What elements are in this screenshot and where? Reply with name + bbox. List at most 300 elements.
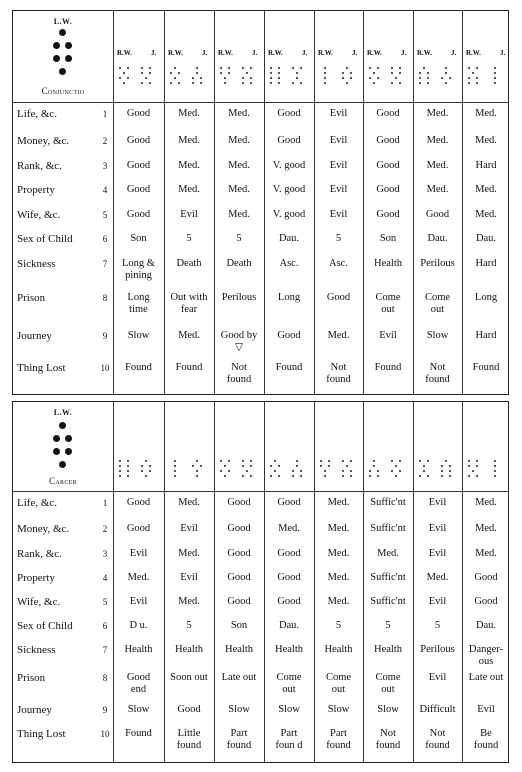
table-cell: Med. — [178, 184, 200, 195]
table-cell: Evil — [329, 108, 348, 119]
table-cell: Good — [277, 108, 301, 119]
table-cell: Health — [374, 644, 402, 655]
table-cell: Med. — [327, 572, 350, 583]
row-number: 7 — [102, 645, 108, 655]
dot — [127, 465, 129, 467]
dot — [300, 470, 302, 472]
table-cell: Good — [227, 497, 251, 508]
dot — [346, 67, 348, 69]
table-cell: Found — [125, 362, 152, 373]
dot — [242, 67, 244, 69]
dot — [270, 77, 272, 79]
dot — [149, 470, 151, 472]
dot — [178, 72, 180, 74]
lw-label: L.W. — [53, 17, 73, 26]
table-cell: Suffic'nt — [370, 497, 406, 508]
table-cell: Long time — [127, 292, 150, 315]
dot — [127, 470, 129, 472]
dot — [270, 67, 272, 69]
dot — [445, 72, 447, 74]
j-label: J. — [401, 49, 407, 57]
dot — [170, 72, 172, 74]
dot — [174, 77, 176, 79]
dot — [119, 67, 121, 69]
dot — [228, 460, 230, 462]
table-cell: Come out — [424, 292, 451, 315]
dot — [476, 460, 478, 462]
dot — [278, 82, 280, 84]
dot — [324, 72, 326, 74]
dot — [441, 475, 443, 477]
dot — [174, 67, 176, 69]
table-cell: 5 — [385, 620, 391, 631]
row-label: Thing Lost — [17, 362, 66, 374]
table-cell: Long — [277, 292, 301, 303]
table-cell: Son — [230, 620, 248, 631]
dot — [123, 72, 125, 74]
dot — [119, 460, 121, 462]
table-cell: Health — [225, 644, 253, 655]
table-cell: Med. — [178, 135, 200, 146]
table-cell: Good — [126, 497, 151, 508]
j-label: J. — [151, 49, 157, 57]
dot — [192, 465, 194, 467]
j-label: J. — [302, 49, 308, 57]
table-cell: Med. — [327, 548, 350, 559]
table-cell: Med. — [228, 184, 250, 195]
rw-label: R.W. — [417, 49, 432, 57]
dot — [65, 42, 72, 49]
table-cell: Med. — [426, 135, 449, 146]
dot — [196, 72, 198, 74]
dot — [278, 465, 280, 467]
dot — [242, 82, 244, 84]
dot — [192, 77, 194, 79]
dot — [246, 72, 248, 74]
dot — [200, 465, 202, 467]
table-cell: Med. — [426, 572, 449, 583]
dot — [53, 42, 60, 49]
table-cell: Med. — [327, 497, 350, 508]
row-number: 10 — [100, 363, 110, 373]
row-label: Property — [17, 184, 55, 196]
dot — [472, 470, 474, 472]
dot — [224, 475, 226, 477]
dot — [377, 77, 379, 79]
row-number: 6 — [102, 621, 108, 631]
table-cell: Med. — [475, 548, 497, 559]
table-cell: Good — [126, 523, 151, 534]
dot — [220, 460, 222, 462]
dot — [369, 67, 371, 69]
dot — [65, 435, 72, 442]
table-cell: Death — [226, 258, 252, 269]
dot — [292, 67, 294, 69]
table-cell: Evil — [428, 596, 447, 607]
dot — [250, 460, 252, 462]
table-cell: Good — [126, 135, 151, 146]
table-cell: Found — [472, 362, 500, 373]
dot — [65, 448, 72, 455]
row-label: Property — [17, 572, 55, 584]
dot — [192, 82, 194, 84]
table-cell: Long — [474, 292, 498, 303]
dot — [427, 460, 429, 462]
dot — [373, 82, 375, 84]
carcer-table — [12, 401, 509, 763]
table-cell: Good — [277, 572, 301, 583]
row-label: Money, &c. — [17, 523, 70, 535]
table-cell: Late out — [221, 672, 257, 683]
table-cell: Good — [227, 523, 251, 534]
table-cell: Good — [376, 184, 400, 195]
table-cell: Med. — [228, 135, 250, 146]
dot — [274, 460, 276, 462]
row-number: 10 — [100, 729, 110, 739]
dot — [300, 67, 302, 69]
dot — [441, 77, 443, 79]
table-cell: Slow — [127, 330, 150, 341]
table-cell: Evil — [428, 497, 447, 508]
dot — [224, 465, 226, 467]
dot — [427, 82, 429, 84]
dot — [200, 82, 202, 84]
dot — [391, 72, 393, 74]
dot — [228, 72, 230, 74]
table-cell: Suffic'nt — [370, 596, 406, 607]
dot — [391, 460, 393, 462]
table-cell: Slow — [278, 704, 300, 715]
dot — [419, 460, 421, 462]
j-label: J. — [252, 49, 258, 57]
table-cell: Evil — [129, 548, 148, 559]
table-cell: Good — [376, 135, 400, 146]
dot — [123, 82, 125, 84]
dot — [220, 67, 222, 69]
table-cell: Med. — [327, 523, 350, 534]
dot — [419, 72, 421, 74]
dot — [59, 29, 66, 36]
table-cell: Dau. — [427, 233, 448, 244]
table-cell: Good — [376, 108, 400, 119]
dot — [141, 465, 143, 467]
table-cell: Slow — [127, 704, 150, 715]
table-cell: Not found — [375, 728, 401, 751]
table-cell: Med. — [475, 135, 497, 146]
dot — [350, 475, 352, 477]
table-cell: Evil — [180, 523, 198, 534]
dot — [346, 465, 348, 467]
table-cell: Health — [175, 644, 203, 655]
table-cell: Late out — [468, 672, 504, 683]
dot — [250, 475, 252, 477]
row-number: 3 — [102, 549, 108, 559]
table-cell: Good — [326, 292, 351, 303]
dot — [196, 460, 198, 462]
header-divider — [13, 491, 508, 492]
table-cell: Health — [324, 644, 353, 655]
dot — [300, 82, 302, 84]
table-cell: 5 — [186, 233, 192, 244]
table-cell: Found — [125, 728, 152, 739]
dot — [119, 470, 121, 472]
dot — [141, 72, 143, 74]
table-cell: Med. — [327, 596, 350, 607]
dot — [170, 82, 172, 84]
table-cell: Not found — [226, 362, 252, 385]
rw-label: R.W. — [268, 49, 283, 57]
table-cell: Good by ▽ — [220, 330, 258, 353]
dot — [328, 460, 330, 462]
table-cell: Med. — [475, 184, 497, 195]
dot — [119, 475, 121, 477]
table-cell: Asc. — [279, 258, 299, 269]
dot — [324, 82, 326, 84]
table-cell: Med. — [228, 209, 250, 220]
rw-label: R.W. — [318, 49, 333, 57]
table-cell: Evil — [428, 672, 447, 683]
dot — [350, 77, 352, 79]
dot — [395, 77, 397, 79]
table-cell: Med. — [475, 209, 497, 220]
dot — [342, 470, 344, 472]
dot — [174, 460, 176, 462]
table-cell: Good end — [126, 672, 151, 695]
dot — [242, 465, 244, 467]
table-cell: Slow — [426, 330, 449, 341]
dot — [59, 68, 66, 75]
row-label: Journey — [17, 330, 52, 342]
dot — [369, 475, 371, 477]
dot — [53, 448, 60, 455]
table-cell: Evil — [477, 704, 495, 715]
dot — [342, 460, 344, 462]
table-cell: Med. — [178, 497, 200, 508]
table-cell: Med. — [426, 108, 449, 119]
row-number: 9 — [102, 705, 108, 715]
dot — [145, 77, 147, 79]
row-label: Wife, &c. — [17, 596, 61, 608]
dot — [427, 72, 429, 74]
table-cell: Good — [227, 572, 251, 583]
row-number: 8 — [102, 293, 108, 303]
table-cell: Good — [227, 596, 251, 607]
dot — [274, 470, 276, 472]
dot — [200, 77, 202, 79]
dot — [328, 465, 330, 467]
rw-label: R.W. — [466, 49, 481, 57]
table-cell: Suffic'nt — [370, 572, 406, 583]
dot — [220, 470, 222, 472]
dot — [494, 77, 496, 79]
table-cell: Good — [126, 184, 151, 195]
rw-label: R.W. — [168, 49, 183, 57]
dot — [395, 475, 397, 477]
row-label: Sickness — [17, 258, 56, 270]
dot — [324, 67, 326, 69]
table-cell: Evil — [379, 330, 397, 341]
dot — [423, 465, 425, 467]
table-cell: Perilous — [420, 644, 455, 655]
table-cell: Found — [374, 362, 402, 373]
table-cell: Evil — [329, 209, 348, 220]
dot — [53, 55, 60, 62]
dot — [141, 470, 143, 472]
dot — [494, 465, 496, 467]
dot — [300, 475, 302, 477]
dot — [296, 77, 298, 79]
table-cell: Good — [277, 135, 301, 146]
dot — [324, 475, 326, 477]
dot — [449, 470, 451, 472]
dot — [449, 475, 451, 477]
dot — [292, 475, 294, 477]
table-cell: Good — [376, 209, 400, 220]
table-cell: Danger- ous — [468, 644, 504, 667]
row-number: 4 — [102, 573, 108, 583]
dot — [476, 475, 478, 477]
table-cell: Perilous — [221, 292, 257, 303]
table-cell: Dau. — [475, 620, 497, 631]
dot — [441, 465, 443, 467]
row-label: Sickness — [17, 644, 56, 656]
dot — [350, 72, 352, 74]
dot — [427, 475, 429, 477]
table-cell: Perilous — [420, 258, 455, 269]
dot — [127, 77, 129, 79]
dot — [468, 475, 470, 477]
table-cell: Slow — [377, 704, 399, 715]
table-cell: Good — [126, 160, 151, 171]
row-number: 1 — [102, 498, 108, 508]
j-label: J. — [202, 49, 208, 57]
table-cell: Part found — [326, 728, 351, 751]
dot — [320, 460, 322, 462]
dot — [342, 72, 344, 74]
dot — [141, 82, 143, 84]
table-cell: Be found — [473, 728, 499, 751]
table-cell: Health — [275, 644, 303, 655]
table-cell: Evil — [428, 548, 447, 559]
dot — [441, 470, 443, 472]
dot — [373, 465, 375, 467]
table-cell: Hard — [475, 330, 497, 341]
dot — [399, 460, 401, 462]
dot — [494, 460, 496, 462]
table-cell: Little found — [176, 728, 202, 751]
table-cell: Part found — [226, 728, 252, 751]
table-cell: Evil — [428, 523, 447, 534]
table-cell: Evil — [129, 596, 148, 607]
dot — [270, 465, 272, 467]
rw-label: R.W. — [367, 49, 382, 57]
table-cell: Death — [176, 258, 202, 269]
dot — [476, 82, 478, 84]
row-number: 2 — [102, 524, 108, 534]
dot — [377, 475, 379, 477]
table-cell: Hard — [475, 160, 497, 171]
dot — [119, 77, 121, 79]
row-number: 9 — [102, 331, 108, 341]
dot — [149, 465, 151, 467]
table-cell: Med. — [127, 572, 150, 583]
dot — [141, 67, 143, 69]
dot — [468, 460, 470, 462]
table-cell: Hard — [475, 258, 497, 269]
dot — [419, 82, 421, 84]
dot — [449, 465, 451, 467]
dot — [449, 77, 451, 79]
row-number: 5 — [102, 210, 108, 220]
dot — [278, 67, 280, 69]
dot — [324, 77, 326, 79]
dot — [220, 72, 222, 74]
dot — [127, 67, 129, 69]
dot — [423, 67, 425, 69]
table-cell: Med. — [178, 108, 200, 119]
table-cell: Found — [275, 362, 303, 373]
dot — [292, 82, 294, 84]
table-cell: Not found — [326, 362, 351, 385]
dot — [250, 77, 252, 79]
dot — [445, 82, 447, 84]
table-cell: Good — [277, 548, 301, 559]
dot — [270, 82, 272, 84]
table-cell: V. good — [272, 184, 306, 195]
table-cell: Slow — [327, 704, 350, 715]
dot — [270, 72, 272, 74]
dot — [196, 470, 198, 472]
dot — [377, 470, 379, 472]
table-cell: Suffic'nt — [370, 523, 406, 534]
table-cell: Dau. — [278, 233, 300, 244]
dot — [149, 67, 151, 69]
dot — [270, 475, 272, 477]
table-cell: Difficult — [419, 704, 456, 715]
table-cell: Good — [126, 209, 151, 220]
row-label: Life, &c. — [17, 497, 58, 509]
row-label: Life, &c. — [17, 108, 58, 120]
dot — [373, 460, 375, 462]
table-cell: Evil — [180, 209, 198, 220]
table-cell: Good — [277, 497, 301, 508]
dot — [292, 470, 294, 472]
table-cell: Good — [126, 108, 151, 119]
dot — [399, 72, 401, 74]
table-cell: Son — [379, 233, 397, 244]
dot — [127, 460, 129, 462]
table-cell: Med. — [377, 548, 399, 559]
dot — [445, 67, 447, 69]
row-label: Journey — [17, 704, 52, 716]
dot — [324, 470, 326, 472]
dot — [145, 460, 147, 462]
dot — [59, 461, 66, 468]
table-cell: Good — [277, 596, 301, 607]
dot — [476, 465, 478, 467]
dot — [296, 460, 298, 462]
dot — [494, 470, 496, 472]
dot — [224, 77, 226, 79]
dot — [250, 465, 252, 467]
table-cell: Med. — [228, 160, 250, 171]
table-cell: Med. — [426, 184, 449, 195]
figure-name: Conjunctio — [41, 86, 85, 96]
table-cell: 5 — [186, 620, 192, 631]
dot — [296, 465, 298, 467]
dot — [250, 67, 252, 69]
row-number: 7 — [102, 259, 108, 269]
